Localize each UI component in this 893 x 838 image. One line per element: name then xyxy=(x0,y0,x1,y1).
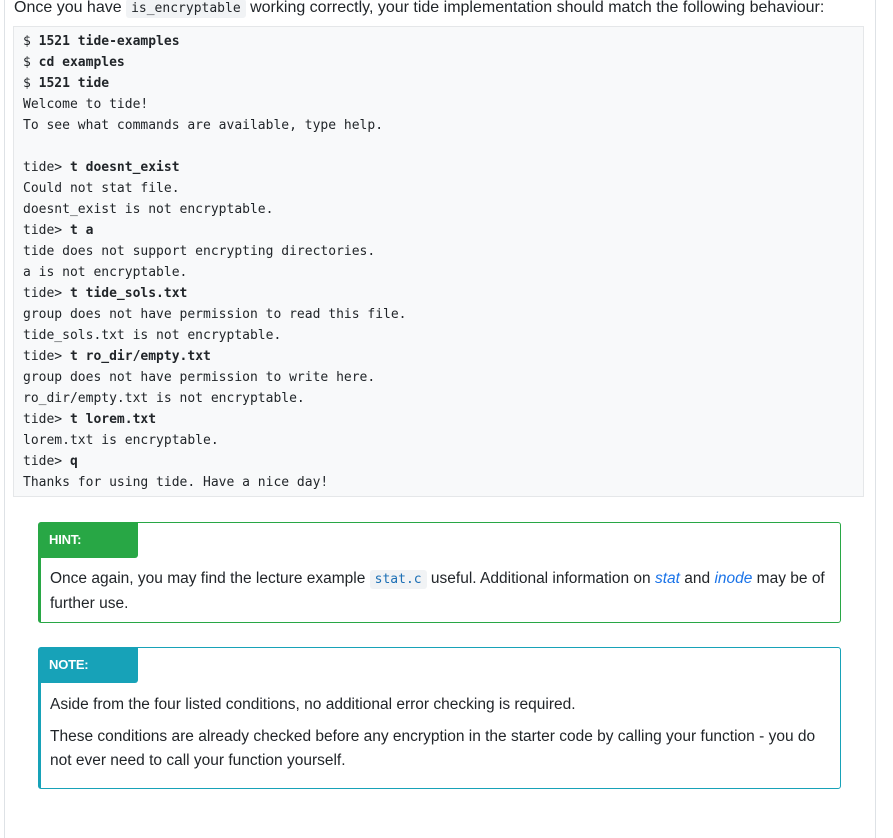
terminal-command: 1521 tide-examples xyxy=(38,34,180,49)
terminal-prompt: tide> xyxy=(23,286,70,301)
terminal-command: t lorem.txt xyxy=(69,412,157,427)
stat-link[interactable]: stat xyxy=(654,570,680,587)
terminal-output-line: ro_dir/empty.txt is not encryptable. xyxy=(23,391,305,406)
inline-code-stat-c: stat.c xyxy=(370,570,427,589)
intro-text-after: working correctly, your tide implementation should match the following behaviour: xyxy=(245,0,825,16)
terminal-command: t a xyxy=(69,223,94,238)
terminal-output-line: Thanks for using tide. Have a nice day! xyxy=(23,475,329,490)
terminal-command-line xyxy=(23,283,854,304)
inode-link[interactable]: inode xyxy=(714,570,753,587)
terminal-command-line xyxy=(23,409,854,430)
hint-body xyxy=(50,567,832,616)
hint-text-after: may be of further use. xyxy=(50,570,825,612)
terminal-command: t doesnt_exist xyxy=(69,160,180,175)
terminal-prompt: tide> xyxy=(23,160,70,175)
terminal-prompt: $ xyxy=(23,55,39,70)
hint-text-before: Once again, you may find the lecture example xyxy=(50,570,370,587)
terminal-output-line xyxy=(23,136,854,157)
terminal-output-line: To see what commands are available, type help. xyxy=(23,118,384,133)
terminal-command: t tide_sols.txt xyxy=(69,286,188,301)
terminal-prompt: $ xyxy=(23,76,39,91)
terminal-output-line: Could not stat file. xyxy=(23,181,180,196)
terminal-command-line xyxy=(23,73,854,94)
terminal-command: q xyxy=(69,454,78,469)
terminal-prompt: tide> xyxy=(23,223,70,238)
terminal-command-line xyxy=(23,52,854,73)
terminal-command: t ro_dir/empty.txt xyxy=(69,349,211,364)
terminal-command-line xyxy=(23,157,854,178)
terminal-command-line xyxy=(23,451,854,472)
terminal-output-line: group does not have permission to read this file. xyxy=(23,307,407,322)
terminal-output-line: Welcome to tide! xyxy=(23,97,149,112)
terminal-prompt: tide> xyxy=(23,454,70,469)
terminal-command-line xyxy=(23,220,854,241)
hint-callout xyxy=(38,522,841,623)
terminal-command: 1521 tide xyxy=(38,76,110,91)
terminal-output-line: tide_sols.txt is not encryptable. xyxy=(23,328,282,343)
terminal-output-line: group does not have permission to write here. xyxy=(23,370,376,385)
terminal-output-line: doesnt_exist is not encryptable. xyxy=(23,202,274,217)
terminal-command-line xyxy=(23,346,854,367)
terminal-output-line: lorem.txt is encryptable. xyxy=(23,433,219,448)
terminal-command-line xyxy=(23,31,854,52)
note-paragraph-1: Aside from the four listed conditions, no additional error checking is required. xyxy=(50,696,576,713)
note-paragraph-2: These conditions are already checked before any encryption in the starter code by calling your function - you do not ever need to call your function yourself. xyxy=(50,728,816,769)
note-label: NOTE: xyxy=(40,647,138,683)
intro-text-before: Once you have xyxy=(14,0,127,16)
hint-paragraph xyxy=(50,567,832,616)
inline-code-is-encryptable: is_encryptable xyxy=(126,0,246,18)
hint-text-mid: useful. Additional information on xyxy=(426,570,655,587)
hint-label: HINT: xyxy=(40,522,138,558)
terminal-prompt: tide> xyxy=(23,349,70,364)
terminal-command: cd examples xyxy=(38,55,125,70)
terminal-output-line: a is not encryptable. xyxy=(23,265,188,280)
terminal-output-line: tide does not support encrypting directories. xyxy=(23,244,376,259)
terminal-output-block xyxy=(13,26,864,497)
note-callout xyxy=(38,647,841,789)
intro-paragraph xyxy=(14,0,824,21)
terminal-prompt: tide> xyxy=(23,412,70,427)
hint-text-and: and xyxy=(679,570,715,587)
note-body xyxy=(50,693,832,773)
terminal-prompt: $ xyxy=(23,34,39,49)
